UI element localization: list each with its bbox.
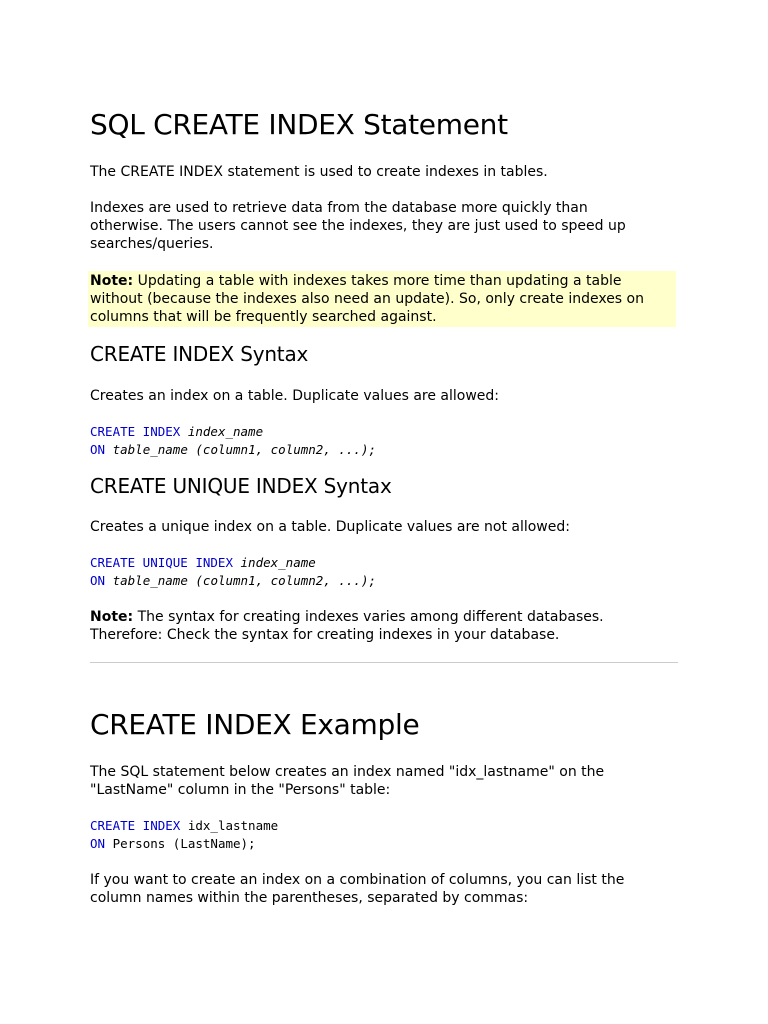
syntax-heading: CREATE INDEX Syntax: [90, 342, 309, 366]
code-identifier: index_name: [187, 424, 264, 439]
code-identifier: table_name: [112, 573, 188, 588]
note-paragraph-2: [90, 608, 650, 644]
code-identifier: table_name: [112, 442, 188, 457]
syntax-code-block: [90, 423, 376, 459]
code-columns: (column1, column2, ...);: [195, 573, 377, 588]
unique-syntax-description: Creates a unique index on a table. Duplicate values are not allowed:: [90, 519, 570, 535]
unique-syntax-heading: CREATE UNIQUE INDEX Syntax: [90, 474, 392, 498]
code-keyword: CREATE UNIQUE INDEX: [90, 555, 233, 570]
example-heading: CREATE INDEX Example: [90, 708, 420, 741]
indexes-description: Indexes are used to retrieve data from the database more quickly than otherwise. The users cannot see the indexes, they are just used to speed up searches/queries.: [90, 200, 626, 252]
example-description: The SQL statement below creates an index named "idx_lastname" on the "LastName" column in the "Persons" table:: [90, 764, 605, 798]
code-keyword: ON: [90, 573, 106, 588]
code-columns: (column1, column2, ...);: [195, 442, 377, 457]
page-title: SQL CREATE INDEX Statement: [90, 108, 508, 141]
intro-paragraph: The CREATE INDEX statement is used to create indexes in tables.: [90, 164, 548, 180]
code-keyword: ON: [90, 442, 106, 457]
note-label: Note:: [90, 273, 134, 289]
code-keyword: CREATE INDEX: [90, 424, 181, 439]
code-keyword: CREATE INDEX: [90, 818, 181, 833]
example-code-block: [90, 817, 278, 853]
note-text: The syntax for creating indexes varies among different databases. Therefore: Check the syntax for creating indexes in your database.: [90, 609, 604, 643]
combination-description: If you want to create an index on a combination of columns, you can list the column names within the parentheses, separated by commas:: [90, 872, 625, 906]
code-identifier: index_name: [240, 555, 316, 570]
note-paragraph: [90, 272, 674, 326]
unique-syntax-code-block: [90, 554, 376, 590]
note-label: Note:: [90, 609, 134, 625]
code-identifier: idx_lastname: [187, 818, 279, 833]
code-keyword: ON: [90, 836, 106, 851]
code-table-columns: Persons (LastName);: [112, 836, 256, 851]
note-text: Updating a table with indexes takes more time than updating a table without (because the indexes also need an update). So, only create indexes on columns that will be frequently searched against.: [90, 273, 644, 325]
note-box: [88, 271, 676, 327]
section-divider: [90, 662, 678, 663]
syntax-description: Creates an index on a table. Duplicate values are allowed:: [90, 388, 500, 404]
